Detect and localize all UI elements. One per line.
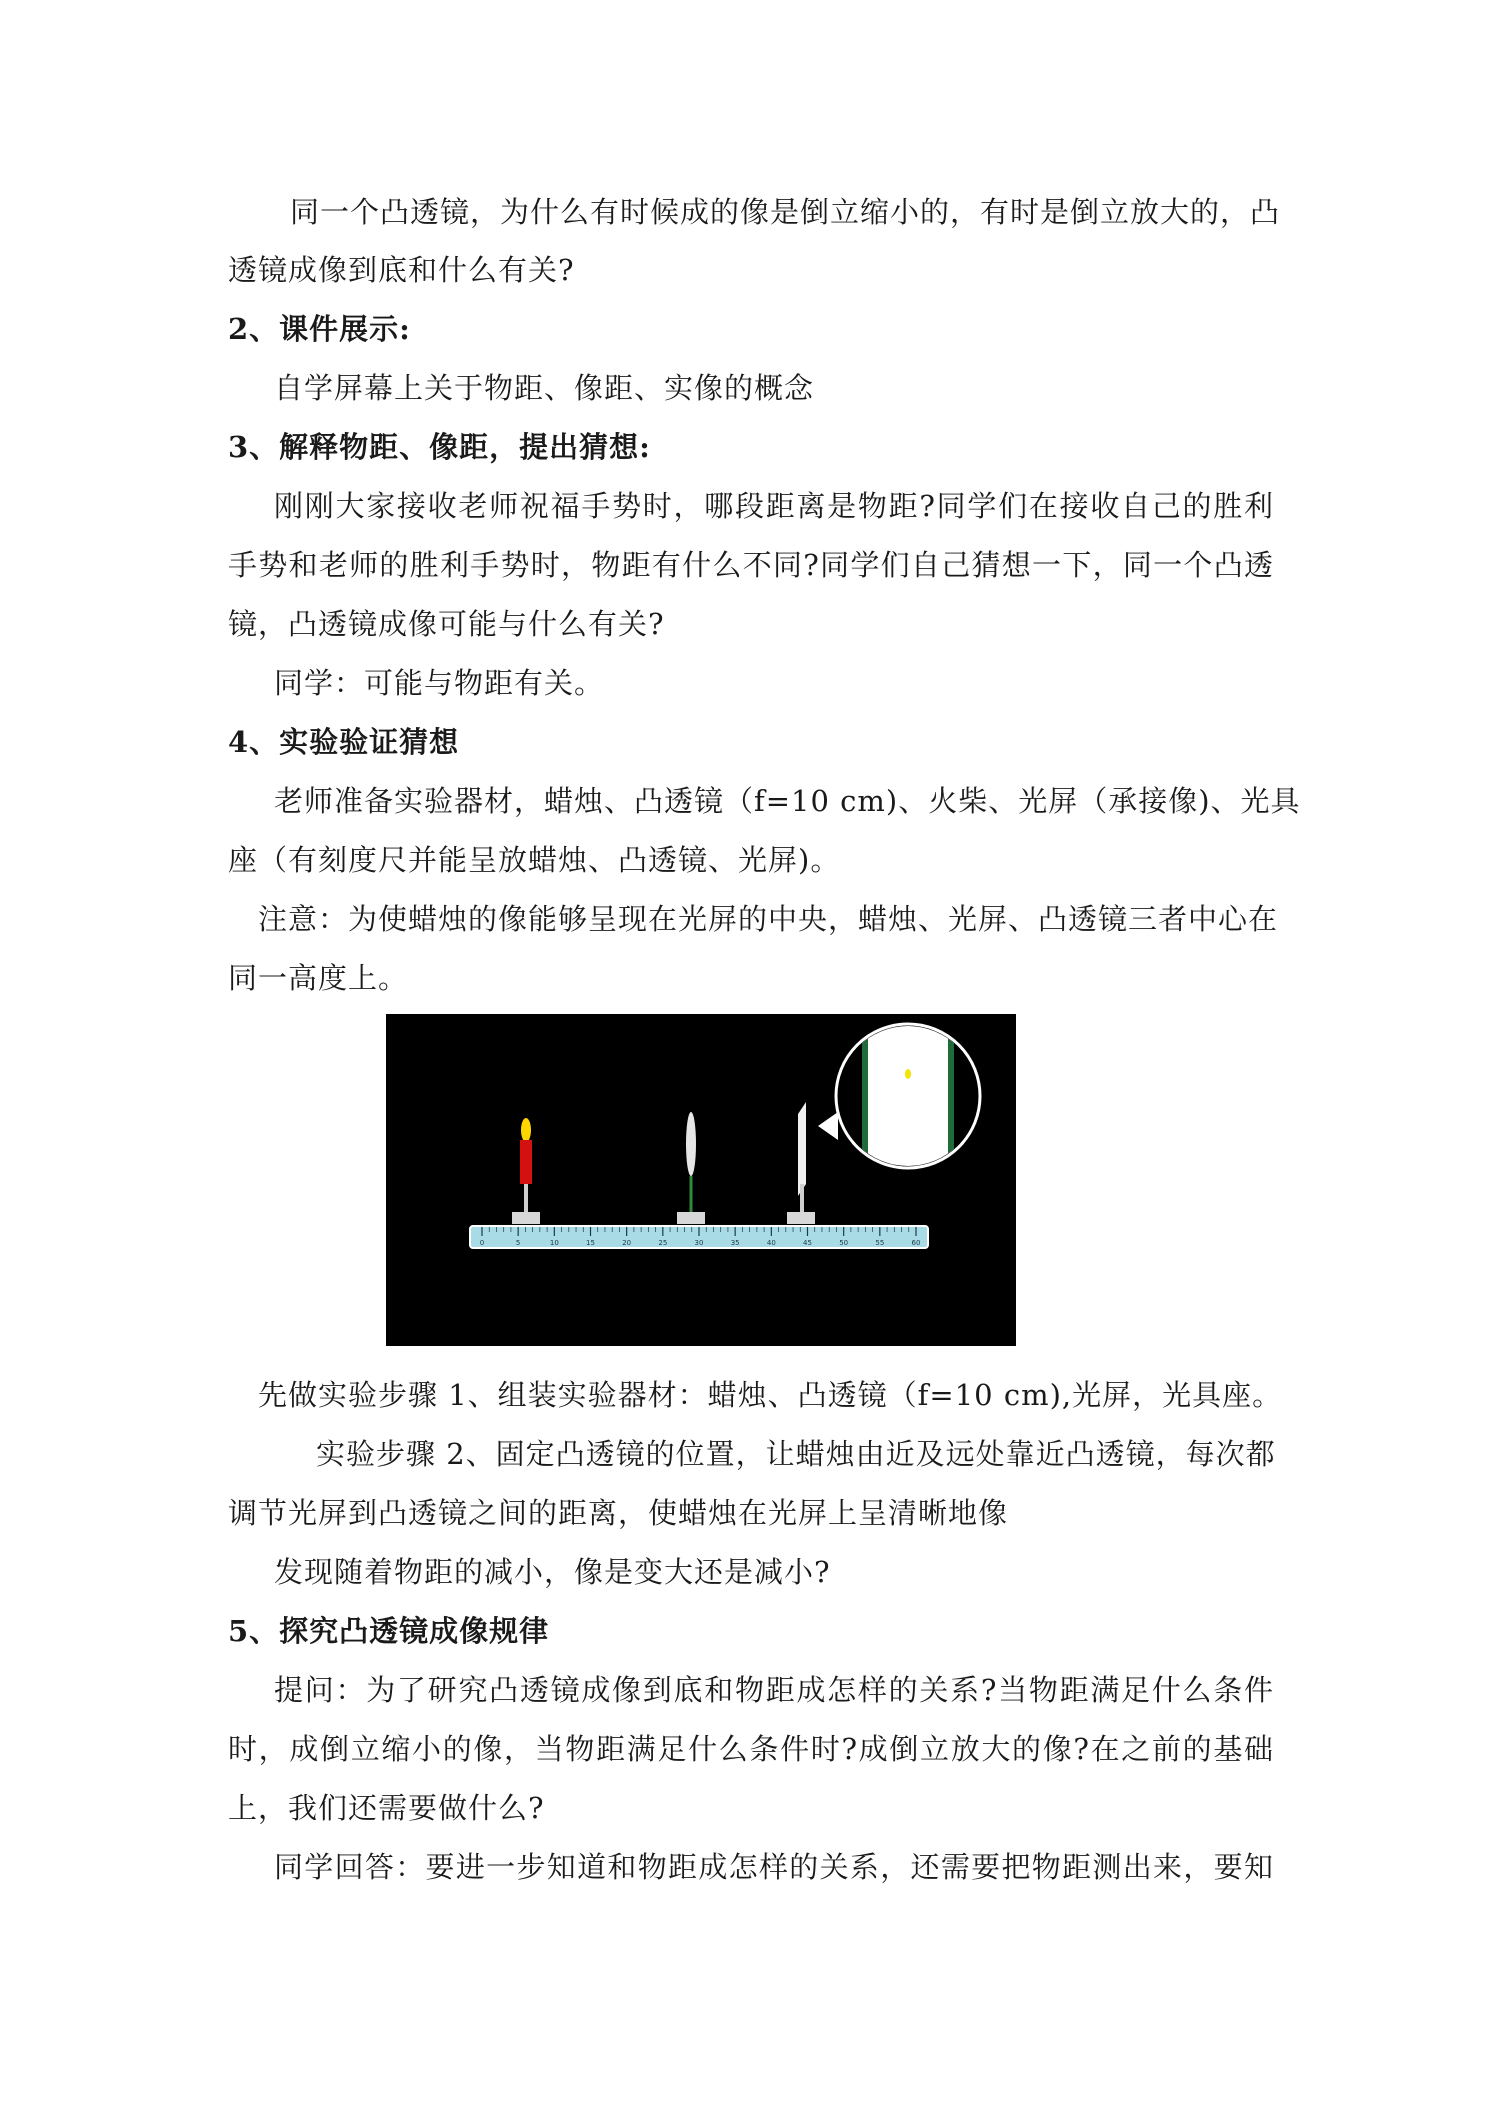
ruler-tick-label: 45 <box>803 1239 812 1247</box>
candle-image-spot <box>905 1069 911 1079</box>
paragraph-line: 同一高度上。 <box>228 961 409 995</box>
ruler-tick-label: 25 <box>658 1239 668 1247</box>
screen-panel <box>798 1102 806 1196</box>
paragraph-line: 同一个凸透镜，为什么有时候成的像是倒立缩小的，有时是倒立放大的，凸 <box>290 195 1281 229</box>
screen-base <box>787 1212 815 1224</box>
candle-body <box>520 1140 532 1184</box>
section-heading: 4、实验验证猜想 <box>228 725 460 759</box>
ruler-tick-label: 20 <box>622 1239 632 1247</box>
paragraph-line: 注意：为使蜡烛的像能够呈现在光屏的中央，蜡烛、光屏、凸透镜三者中心在 <box>258 902 1279 936</box>
paragraph-line: 同学回答：要进一步知道和物距成怎样的关系，还需要把物距测出来，要知 <box>274 1850 1274 1884</box>
paragraph-line: 座（有刻度尺并能呈放蜡烛、凸透镜、光屏)。 <box>228 843 841 877</box>
ruler-tick-label: 40 <box>766 1239 776 1247</box>
ruler-tick-label: 0 <box>479 1239 485 1247</box>
section-heading: 5、探究凸透镜成像规律 <box>228 1614 550 1648</box>
ruler-tick-label: 50 <box>839 1239 849 1247</box>
paragraph-line: 发现随着物距的减小，像是变大还是减小? <box>274 1555 831 1589</box>
paragraph-line: 镜，凸透镜成像可能与什么有关? <box>228 607 665 641</box>
ruler-tick-label: 10 <box>549 1239 559 1247</box>
paragraph-line: 先做实验步骤 1、组装实验器材：蜡烛、凸透镜（f=10 cm),光屏，光具座。 <box>258 1378 1283 1412</box>
candle <box>512 1118 540 1224</box>
paragraph-line: 时，成倒立缩小的像，当物距满足什么条件时?成倒立放大的像?在之前的基础 <box>228 1732 1274 1766</box>
lens-base <box>677 1212 705 1224</box>
ruler-tick-label: 60 <box>911 1239 921 1247</box>
paragraph-line: 老师准备实验器材，蜡烛、凸透镜（f=10 cm)、火柴、光屏（承接像)、光具 <box>274 784 1301 818</box>
screen-stand <box>800 1184 804 1212</box>
paragraph-line: 实验步骤 2、固定凸透镜的位置，让蜡烛由近及远处靠近凸透镜，每次都 <box>316 1437 1276 1471</box>
ruler-tick-label: 35 <box>730 1239 740 1247</box>
ruler-tick-label: 5 <box>515 1239 521 1247</box>
light-screen <box>787 1102 815 1224</box>
candle-flame <box>521 1118 531 1142</box>
convex-lens <box>677 1112 705 1224</box>
paragraph-line: 同学：可能与物距有关。 <box>274 666 605 700</box>
paragraph-line: 提问：为了研究凸透镜成像到底和物距成怎样的关系?当物距满足什么条件 <box>274 1673 1274 1707</box>
ruler-tick-label: 15 <box>586 1239 595 1247</box>
paragraph-line: 手势和老师的胜利手势时，物距有什么不同?同学们自己猜想一下，同一个凸透 <box>228 548 1274 582</box>
candle-stand <box>524 1184 528 1214</box>
paragraph-line: 刚刚大家接收老师祝福手势时，哪段距离是物距?同学们在接收自己的胜利 <box>274 489 1274 523</box>
ruler-tick-label: 30 <box>694 1239 704 1247</box>
paragraph-line: 上，我们还需要做什么? <box>228 1791 545 1825</box>
section-heading: 2、课件展示: <box>228 312 411 346</box>
callout-pointer <box>818 1112 838 1140</box>
paragraph-line: 调节光屏到凸透镜之间的距离，使蜡烛在光屏上呈清晰地像 <box>228 1496 1009 1530</box>
experiment-figure <box>386 1014 1016 1346</box>
lens-glass <box>686 1112 696 1176</box>
section-heading: 3、解释物距、像距，提出猜想: <box>228 430 651 464</box>
paragraph-line: 自学屏幕上关于物距、像距、实像的概念 <box>274 371 815 405</box>
candle-base <box>512 1212 540 1224</box>
optical-bench-illustration <box>386 1014 1016 1346</box>
paragraph-line: 透镜成像到底和什么有关? <box>228 253 575 287</box>
ruler-tick-label: 55 <box>875 1239 885 1247</box>
